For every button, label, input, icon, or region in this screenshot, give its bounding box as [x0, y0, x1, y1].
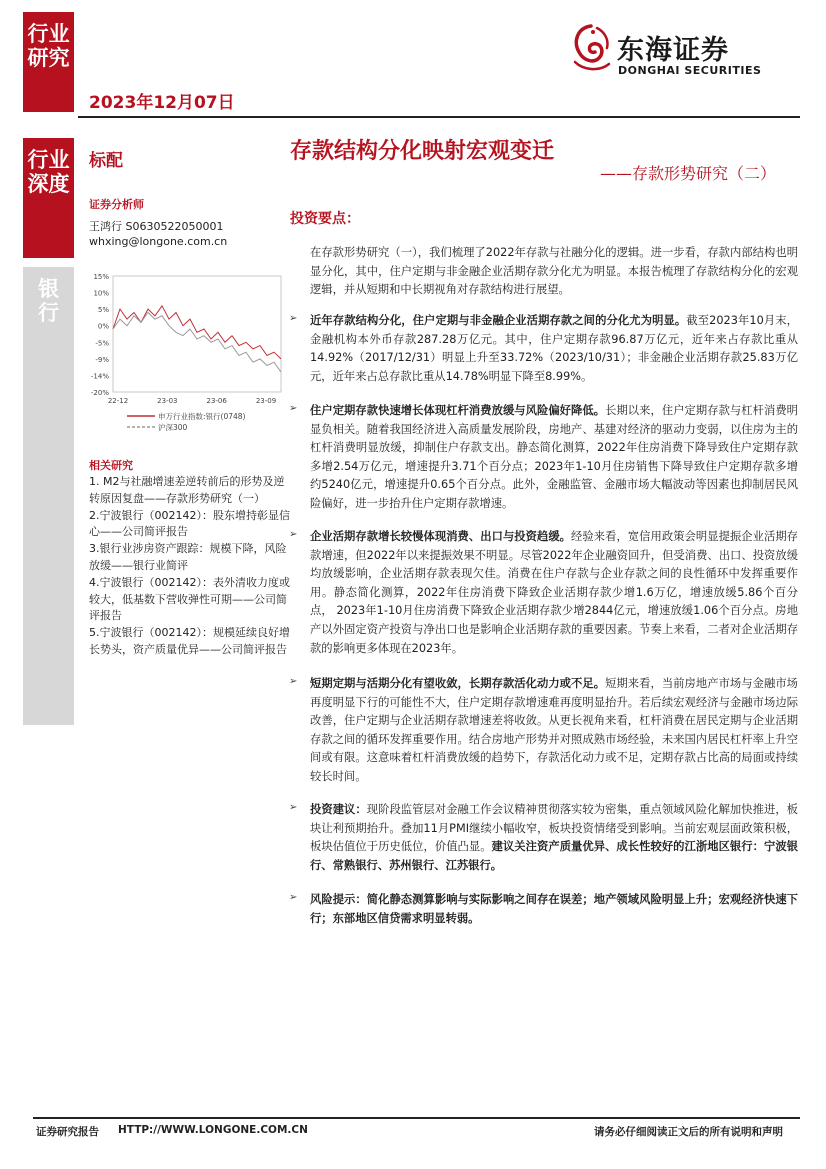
- related-item[interactable]: 2.宁波银行（002142）：股东增持彰显信心——公司简评报告: [89, 508, 290, 539]
- related-item[interactable]: 5.宁波银行（002142）：规模延续良好增长势头，资产质量优异——公司简评报告: [89, 626, 290, 656]
- key-point-body: 短期来看，当前房地产市场与金融市场再度明显下行的可能性不大，住户定期存款增速难再度明显抬升。若后续宏观经济与金融市场边际改善，住户定期与企业活期存款增速差将收敛。从更长视角来看，杠杆消费在居民定期与企业活期存款之间的循环发挥重要作用。结合房地产形势并对照成熟市场经验，未来国内居民杠杆率上升空间或有限。这意味着杠杆消费放缓的趋势下，存款活化动力或不足，定期存款占比高的局面或持续较长时间。: [310, 677, 798, 783]
- series-line: [113, 306, 281, 359]
- tab-text-line2: 行: [38, 301, 59, 325]
- key-point-body: 现阶段监管层对金融工作会议精神贯彻落实较为密集，重点领域风险化解加快推进，板块让利预期抬升。叠加11月PMI继续小幅收窄，板块投资情绪受到影响。当前宏观层面政策积极，板块估值位于历史低位，价值凸显。: [310, 803, 798, 854]
- footer-divider: [33, 1117, 800, 1119]
- report-date: 2023年12月07日: [89, 93, 235, 113]
- footer-label: 证券研究报告: [36, 1126, 99, 1138]
- x-tick-label: 23-06: [206, 397, 227, 405]
- y-tick-label: -9%: [95, 355, 109, 364]
- analyst-name: 王鸿行 S0630522050001: [89, 220, 224, 233]
- key-point-heading: 风险提示：: [310, 893, 367, 906]
- key-point-3: [289, 528, 798, 658]
- sidebar-tab-bank: [23, 267, 74, 725]
- y-tick-label: -5%: [95, 339, 109, 348]
- tab-text-line1: 行业: [27, 22, 70, 46]
- related-item[interactable]: 4.宁波银行（002142）：表外清收力度或较大，低基数下营收弹性可期——公司简评报告: [89, 575, 290, 623]
- tab-text-line1: 银: [38, 277, 59, 301]
- price-performance-chart: [83, 264, 288, 464]
- y-tick-label: -14%: [90, 372, 109, 381]
- arrow-bullet-icon: ➢: [289, 403, 298, 414]
- x-tick-label: 23-03: [157, 397, 178, 405]
- related-item[interactable]: 3.银行业涉房资产跟踪：规模下降，风险放缓——银行业简评: [89, 542, 287, 572]
- key-points-title: 投资要点：: [290, 211, 360, 227]
- related-research-title: 相关研究: [89, 459, 133, 472]
- x-tick-label: 22-12: [107, 397, 129, 405]
- arrow-bullet-icon: ➢: [289, 313, 298, 324]
- analyst-email[interactable]: whxing@longone.com.cn: [89, 235, 228, 248]
- company-name-en: DONGHAI SECURITIES: [618, 64, 762, 77]
- analyst-title: 证券分析师: [89, 198, 144, 211]
- footer-disclaimer: 请务必仔细阅读正文后的所有说明和声明: [594, 1126, 783, 1138]
- key-point-heading: 企业活期存款增长较慢体现消费、出口与投资趋缓。: [310, 530, 572, 543]
- key-point-1: [289, 312, 798, 386]
- arrow-bullet-icon: ➢: [289, 892, 298, 903]
- arrow-bullet-icon: ➢: [289, 802, 298, 813]
- key-point-heading: 近年存款结构分化，住户定期与非金融企业活期存款之间的分化尤为明显。: [310, 314, 687, 327]
- footer-url[interactable]: HTTP://WWW.LONGONE.COM.CN: [118, 1124, 308, 1136]
- key-point-emphasis: 简化静态测算影响与实际影响之间存在误差；地产领域风险明显上升；宏观经济快速下行；东部地区信贷需求明显转弱。: [310, 893, 798, 925]
- sidebar-tab-industry-research: [23, 12, 74, 112]
- key-point-5: [289, 801, 798, 875]
- legend-label: 沪深300: [158, 423, 188, 432]
- related-item[interactable]: 1. M2与社融增速差逆转前后的形势及逆转原因复盘——存款形势研究（一）: [89, 475, 285, 505]
- x-tick-label: 23-09: [255, 397, 277, 405]
- key-point-emphasis: 建议关注资产质量优异、成长性较好的江浙地区银行：宁波银行、常熟银行、苏州银行、江苏银行。: [310, 840, 798, 872]
- key-point-heading: 住户定期存款快速增长体现杠杆消费放缓与风险偏好降低。: [310, 404, 606, 417]
- y-tick-label: 10%: [93, 289, 109, 298]
- tab-text-line1: 行业: [27, 148, 70, 172]
- key-point-body: 经验来看，宽信用政策会明显提振企业活期存款增速，但2022年以来提振效果不明显。尽管2022年企业融资回升，但受消费、出口、投资放缓均放缓影响，企业活期存款表现欠佳。消费在住户存款与企业存款之间的良性循环中发挥重要作用。静态简化测算，2022年住房消费下降致企业活期存款少增1.6万亿，增速放缓5.86个百分点， 2023年1-10月住房消费下降致企业活期存款少增2844亿元，增速放缓1.06个百分点。房地产以外固定资产投资与净出口也是影响企业活期存款的重要因素。节奏上来看，二者对企业活期存款的影响更多体现在2023年。: [310, 530, 798, 655]
- related-research-list: [89, 474, 293, 659]
- header-divider: [78, 116, 800, 118]
- key-point-body: 长期以来，住户定期存款与杠杆消费明显负相关。随着我国经济进入高质量发展阶段，房地产、基建对经济的驱动力变弱，以住房为主的杠杆消费明显放缓，抑制住户存款支出。静态简化测算，2022年住房消费下降导致住户定期存款多增2.54万亿元，增速提升3.71个百分点；2023年1-10月住房销售下降导致住户定期存款多增约5240亿元，增速提升0.65个百分点。此外，金融监管、金融市场大幅波动等因素也抑制居民风险偏好，进一步抬升住户定期存款增速。: [310, 404, 798, 510]
- key-point-6: [289, 891, 798, 928]
- arrow-bullet-icon: ➢: [289, 529, 298, 540]
- dragon-logo-icon: [569, 22, 613, 74]
- tab-text-line2: 研究: [27, 46, 70, 70]
- key-point-heading: 短期定期与活期分化有望收敛，长期存款活化动力或不足。: [310, 677, 606, 690]
- company-name-cn: 东海证券: [617, 35, 729, 66]
- report-subtitle: ——存款形势研究（二）: [600, 164, 777, 183]
- key-point-heading: 投资建议：: [310, 803, 367, 816]
- plot-frame: [113, 276, 281, 392]
- key-point-2: [289, 402, 798, 514]
- industry-rating: 标配: [89, 151, 123, 171]
- key-point-body: 截至2023年10月末，金融机构本外币存款287.28万亿元。其中，住户定期存款96.87万亿元，近年来占存款比重从14.92%（2017/12/31）明显上升至33.72%（2023/10/31）；非金融企业活期存款25.83万亿元，近年来占总存款比重从14.78%明显下降至8.99%。: [310, 314, 798, 383]
- sidebar-tab-industry-depth: [23, 138, 74, 258]
- y-tick-label: 0%: [97, 322, 109, 331]
- series-line: [113, 313, 281, 373]
- y-tick-label: 5%: [97, 306, 109, 315]
- key-point-4: [289, 675, 798, 787]
- y-tick-label: -20%: [90, 389, 109, 397]
- report-title: 存款结构分化映射宏观变迁: [290, 139, 555, 164]
- y-tick-label: 15%: [93, 273, 109, 281]
- tab-text-line2: 深度: [27, 172, 70, 196]
- legend-label: 申万行业指数:银行(0748): [158, 412, 246, 421]
- arrow-bullet-icon: ➢: [289, 676, 298, 687]
- intro-paragraph: 在存款形势研究（一），我们梳理了2022年存款与社融分化的逻辑。进一步看，存款内部结构也明显分化，其中，住户定期与非金融企业活期存款分化尤为明显。本报告梳理了存款结构分化的宏观逻辑，并从短期和中长期视角对存款结构进行展望。: [310, 246, 798, 297]
